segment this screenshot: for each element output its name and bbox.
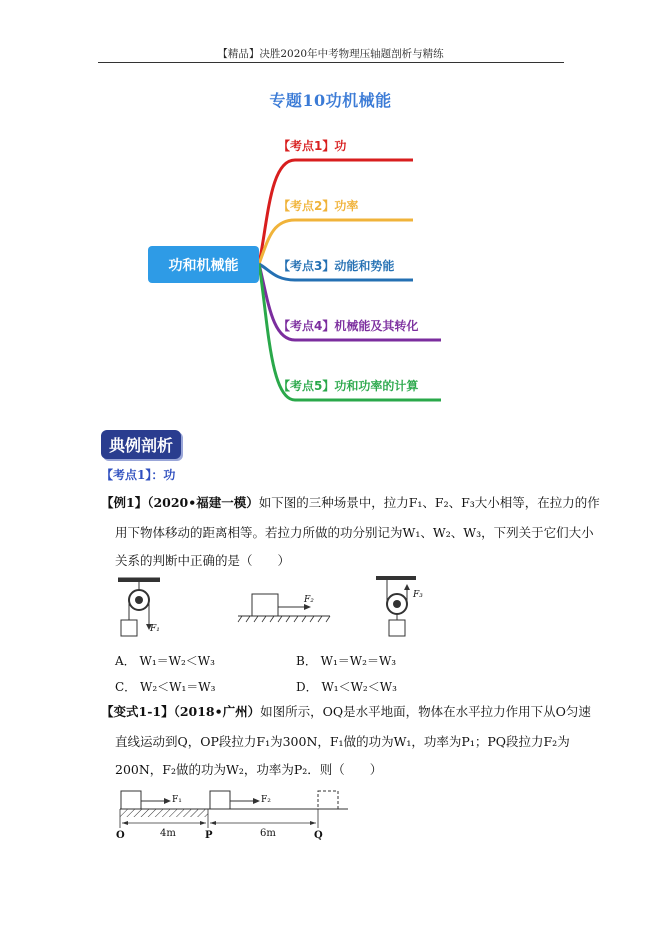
variant-figure-f2-label: F₂ xyxy=(261,795,271,805)
variant-figure-q-label: Q xyxy=(314,830,323,841)
variant1-text-1: 如图所示，OQ是水平地面，物体在水平拉力作用下从O匀速 xyxy=(260,704,591,719)
kaodian-heading: 【考点1】：功 xyxy=(101,468,176,482)
option-d-text: W₁＜W₂＜W₃ xyxy=(321,680,397,694)
option-c-text: W₂＜W₁＝W₃ xyxy=(140,680,216,694)
variant1-line2: 直线运动到Q，OP段拉力F₁为300N，F₁做的功为W₁，功率为P₁；PQ段拉力F₂为 xyxy=(115,734,570,749)
example1-line3: 关系的判断中正确的是（ ） xyxy=(115,553,291,568)
figure2-force-label: F₂ xyxy=(304,595,314,605)
mindmap-branches xyxy=(0,0,661,430)
variant-figure-d2-label: 6m xyxy=(260,828,276,839)
mindmap-branch-4-label: 【考点4】机械能及其转化 xyxy=(278,319,419,333)
variant1-line3: 200N，F₂做的功为W₂，功率为P₂．则（ ） xyxy=(115,762,383,777)
page-header: 【精品】决胜2020年中考物理压轴题剖析与精练 xyxy=(217,48,444,60)
example1-source: （2020•福建一模） xyxy=(147,495,259,510)
variant1-tag: 【变式1-1】 xyxy=(101,704,174,719)
example1-text-1: 如下图的三种场景中，拉力F₁、F₂、F₃大小相等，在拉力的作 xyxy=(258,495,600,510)
mindmap-branch-1-label: 【考点1】功 xyxy=(278,139,347,153)
option-b-text: W₁＝W₂＝W₃ xyxy=(320,654,397,668)
variant-figure-f1-label: F₁ xyxy=(172,795,182,805)
section-badge: 典例剖析 xyxy=(101,430,181,459)
figure1-force-label: F₁ xyxy=(150,624,160,634)
option-d-key: D． xyxy=(296,680,318,694)
option-a-key: A． xyxy=(115,654,136,668)
variant-figure-o-label: O xyxy=(116,830,125,841)
figure-block-surface xyxy=(236,592,332,628)
mindmap-branch-3-label: 【考点3】动能和势能 xyxy=(278,259,395,273)
option-b[interactable] xyxy=(296,652,396,669)
example1-line2: 用下物体移动的距离相等。若拉力所做的功分别记为W₁、W₂、W₃，下列关于它们大小 xyxy=(115,525,594,540)
example1-line1 xyxy=(101,493,600,513)
option-b-key: B． xyxy=(296,654,317,668)
option-d[interactable] xyxy=(296,678,397,695)
option-a[interactable] xyxy=(115,652,215,669)
option-a-text: W₁＝W₂＜W₃ xyxy=(139,654,215,668)
figure3-force-label: F₃ xyxy=(413,590,423,600)
variant1-source: （2018•广州） xyxy=(173,704,261,719)
figure-movable-pulley xyxy=(372,574,422,642)
mindmap-branch-5-label: 【考点5】功和功率的计算 xyxy=(278,379,419,393)
figure-fixed-pulley xyxy=(114,576,174,640)
option-c-key: C． xyxy=(115,680,137,694)
page-title: 专题10功机械能 xyxy=(269,91,392,110)
variant-figure-d1-label: 4m xyxy=(160,828,176,839)
example1-tag: 【例1】 xyxy=(101,495,148,510)
mindmap-branch-2-label: 【考点2】功率 xyxy=(278,199,359,213)
variant1-line1 xyxy=(101,702,591,722)
variant-figure-p-label: P xyxy=(205,830,213,841)
option-c[interactable] xyxy=(115,678,215,695)
mindmap-center-node: 功和机械能 xyxy=(148,246,259,283)
